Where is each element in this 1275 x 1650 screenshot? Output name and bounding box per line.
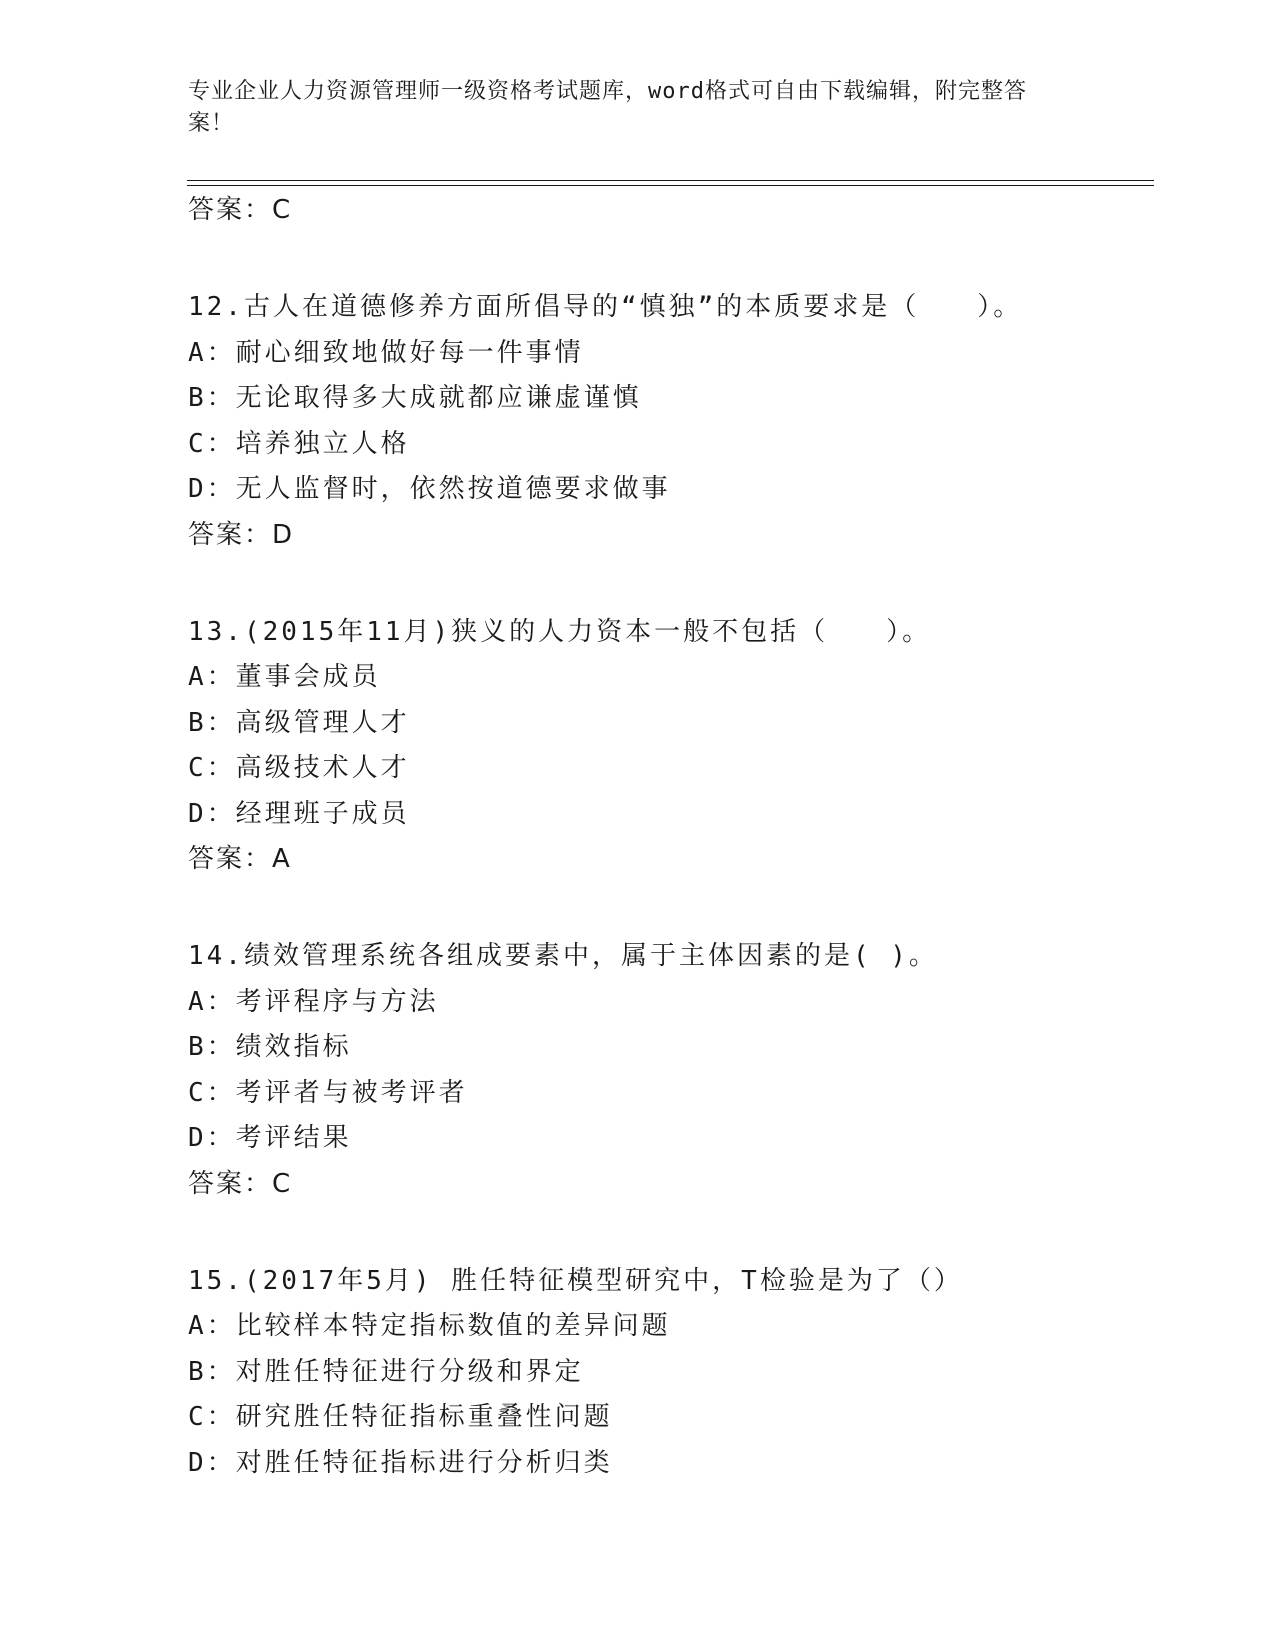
option-d: D：考评结果	[188, 1123, 352, 1153]
answer-line: 答案：D	[188, 519, 295, 550]
answer-line: 答案：C	[188, 195, 293, 225]
option-c: C：高级技术人才	[188, 753, 410, 783]
question-list	[188, 188, 1148, 1486]
answer-line: 答案：A	[188, 844, 292, 874]
question-block	[188, 1259, 1148, 1487]
option-a: A：耐心细致地做好每一件事情	[188, 337, 584, 368]
question-text: 14.绩效管理系统各组成要素中，属于主体因素的是( )。	[188, 941, 938, 971]
option-d: D：无人监督时，依然按道德要求做事	[188, 474, 671, 504]
question-text: 15.(2017年5月) 胜任特征模型研究中，T检验是为了（）	[188, 1265, 963, 1296]
option-b: B：绩效指标	[188, 1032, 352, 1062]
option-b: B：无论取得多大成就都应谦虚谨慎	[188, 383, 642, 413]
option-a: A：董事会成员	[188, 662, 381, 692]
option-d: D：对胜任特征指标进行分析归类	[188, 1447, 613, 1478]
document-header: 专业企业人力资源管理师一级资格考试题库，word格式可自由下载编辑，附完整答案！	[188, 79, 1027, 136]
question-text: 13.(2015年11月)狭义的人力资本一般不包括（ ）。	[188, 616, 932, 647]
question-text: 12.古人在道德修养方面所倡导的“慎独”的本质要求是（ ）。	[188, 292, 1023, 322]
option-a: A：比较样本特定指标数值的差异问题	[188, 1311, 671, 1341]
answer-line: 答案：C	[188, 1168, 293, 1199]
header-divider-line-double	[187, 185, 1154, 186]
option-d: D：经理班子成员	[188, 798, 410, 829]
option-a: A：考评程序与方法	[188, 986, 439, 1017]
option-b: B：对胜任特征进行分级和界定	[188, 1356, 584, 1387]
option-c: C：考评者与被考评者	[188, 1077, 468, 1108]
question-block	[188, 610, 1148, 883]
option-b: B：高级管理人才	[188, 707, 410, 738]
question-block	[188, 934, 1148, 1207]
option-c: C：培养独立人格	[188, 428, 410, 459]
question-block	[188, 285, 1148, 558]
option-c: C：研究胜任特征指标重叠性问题	[188, 1402, 613, 1432]
header-divider-line	[187, 180, 1154, 181]
